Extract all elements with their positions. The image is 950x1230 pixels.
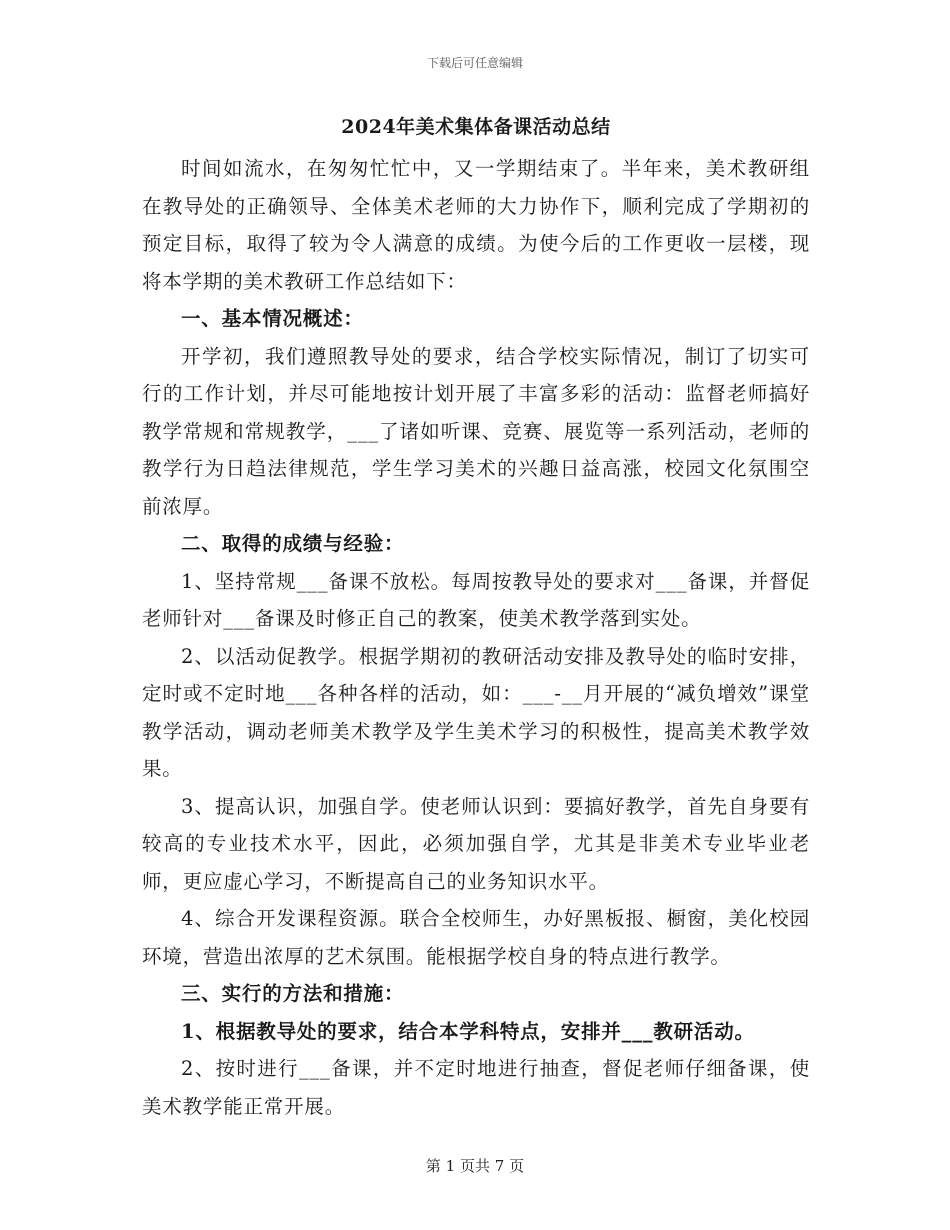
document-body [142,112,810,1125]
section-heading-2: 二、取得的成绩与经验： [181,532,405,555]
page-footer: 第 1 页共 7 页 [425,1157,525,1175]
section-2-item-3: 3、提高认识，加强自学。使老师认识到：要搞好教学，首先自身要有较高的专业技术水平，因此，必须加强自学，尤其是非美术专业毕业老师，更应虚心学习，不断提高自己的业务知识水平。 [142,794,810,893]
section-2-item-4: 4、综合开发课程资源。联合全校师生，办好黑板报、橱窗，美化校园环境，营造出浓厚的艺术氛围。能根据学校自身的特点进行教学。 [142,907,810,968]
section-3-item-1: 1、根据教导处的要求，结合本学科特点，安排并___教研活动。 [181,1019,755,1043]
header-note: 下载后可任意编辑 [426,56,523,70]
intro-paragraph: 时间如流水，在匆匆忙忙中，又一学期结束了。半年来，美术教研组在教导处的正确领导、全体美术老师的大力协作下，顺利完成了学期初的预定目标，取得了较为令人满意的成绩。为使今后的工作更收一层楼，现将本学期的美术教研工作总结如下： [142,157,810,293]
section-2-item-1: 1、坚持常规___备课不放松。每周按教导处的要求对___备课，并督促老师针对___备课及时修正自己的教案，使美术教学落到实处。 [142,569,810,630]
section-2-item-2: 2、以活动促教学。根据学期初的教研活动安排及教导处的临时安排，定时或不定时地___各种各样的活动，如：___-__月开展的“减负增效”课堂教学活动，调动老师美术教学及学生美术学习的积极性，提高美术教学效果。 [142,644,810,780]
section-3-item-2: 2、按时进行___备课，并不定时地进行抽查，督促老师仔细备课，使美术教学能正常开展。 [142,1057,810,1118]
document-title: 2024年美术集体备课活动总结 [341,116,611,138]
section-heading-3: 三、实行的方法和措施： [181,982,405,1005]
section-1-paragraph: 开学初，我们遵照教导处的要求，结合学校实际情况，制订了切实可行的工作计划，并尽可能地按计划开展了丰富多彩的活动：监督老师搞好教学常规和常规教学，___了诸如听课、竞赛、展览等一系列活动，老师的教学行为日趋法律规范，学生学习美术的兴趣日益高涨，校园文化氛围空前浓厚。 [142,344,810,518]
section-heading-1: 一、基本情况概述： [181,307,364,330]
